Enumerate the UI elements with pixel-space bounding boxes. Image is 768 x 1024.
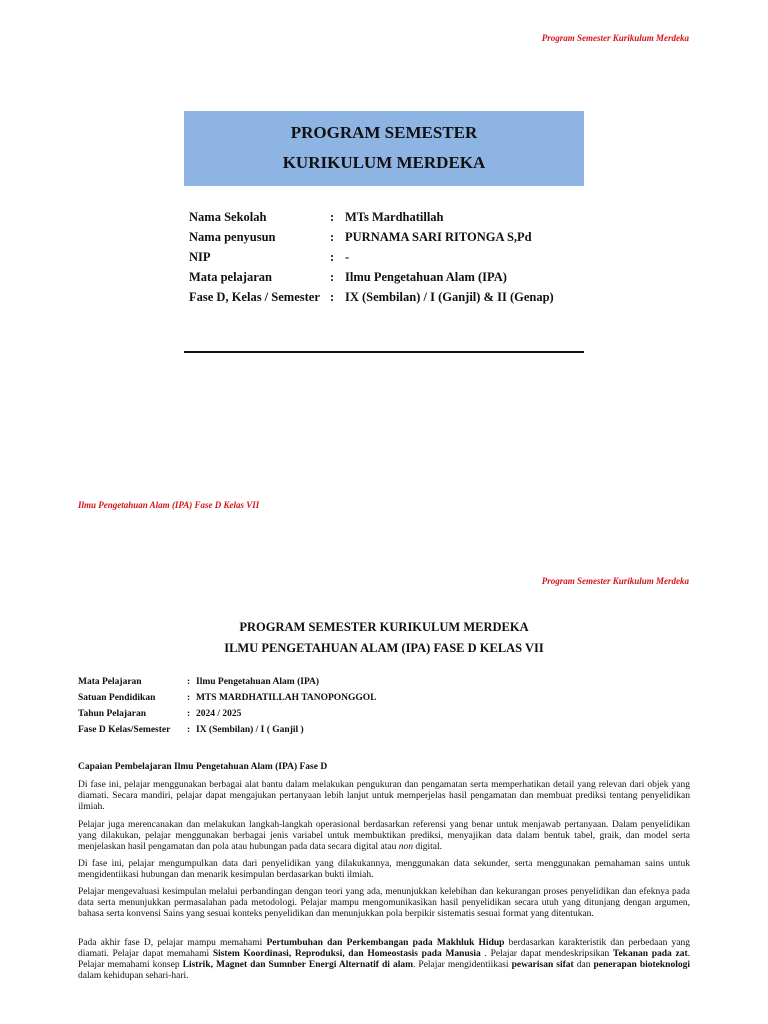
info-row <box>189 270 554 290</box>
info-separator: : <box>330 290 335 304</box>
paragraph-bold: Tekanan pada zat <box>613 949 688 959</box>
info-separator: : <box>330 270 335 284</box>
info-row <box>189 230 554 250</box>
info-row <box>78 693 377 709</box>
info-label: NIP <box>189 250 211 264</box>
info-label: Mata Pelajaran <box>78 677 142 687</box>
info-row <box>189 210 554 230</box>
subject-info-table <box>78 677 377 741</box>
info-label: Nama Sekolah <box>189 210 267 224</box>
info-label: Fase D, Kelas / Semester <box>189 290 320 304</box>
paragraph-text: berdasarkan karakteristik dan perbedaan yang diamati. Pelajar dapat memahami <box>78 938 691 959</box>
running-header: Program Semester Kurikulum Merdeka <box>541 33 689 43</box>
info-value: Ilmu Pengetahuan Alam (IPA) <box>345 270 507 284</box>
paragraph-bold: penerapan bioteknologi <box>593 960 690 970</box>
paragraph: Pelajar mengevaluasi kesimpulan melalui perbandingan dengan teori yang ada, menunjukkan kelebihan dan kekurangan proses penyelidikan dan efeknya pada data serta menunjukkan permasalahan pada metodologi. Pelajar mampu mengomunikasikan hasil penyelidikan secara utuh yang ditunjang dengan argumen, bahasa serta konvensi Sains yang sesuai konteks penyelidikan dan menunjukkan pola berpikir sistematis sesuai format yang ditentukan. <box>78 887 690 919</box>
paragraph <box>78 938 690 982</box>
paragraph-text: . Pelajar dapat mendeskripsikan <box>480 949 613 959</box>
info-separator: : <box>330 230 335 244</box>
info-row <box>189 290 554 310</box>
paragraph-text: . Pelajar memahami konsep <box>78 949 690 970</box>
paragraph-text: dalam kehidupan sehari-hari. <box>78 971 189 981</box>
info-separator: : <box>187 693 191 703</box>
paragraph: Di fase ini, pelajar mengumpulkan data dari penyelidikan yang dilakukannya, menggunakan data sekunder, serta menggunakan pemahaman sains untuk mengidentiikasi hubungan dan menarik kesimpulan berdasarkan bukti ilmiah. <box>78 859 690 880</box>
cover-title-box <box>184 111 584 186</box>
paragraph-bold: Sistem Koordinasi, Reproduksi, dan Homeostasis pada Manusia <box>212 949 481 959</box>
cover-subtitle: KURIKULUM MERDEKA <box>282 153 486 172</box>
info-label: Satuan Pendidikan <box>78 693 156 703</box>
cover-divider <box>184 351 584 353</box>
paragraph-text: Pelajar juga merencanakan dan melakukan langkah-langkah operasional berdasarkan referensi yang benar untuk menjawab pertanyaan. Dalam penyelidikan yang dilakukan, pelajar menggunakan berbagai jenis variabel untuk membuktikan prediksi, menyajikan data dalam bentuk tabel, graik, dan model serta menjelaskan hasil pengamatan dan pola atau hubungan pada data secara digital atau <box>78 820 690 852</box>
info-row <box>78 677 377 693</box>
paragraph-text: dan <box>573 960 594 970</box>
info-value: IX (Sembilan) / I ( Ganjil ) <box>196 725 304 735</box>
section-heading: Capaian Pembelajaran Ilmu Pengetahuan Alam (IPA) Fase D <box>78 762 328 772</box>
running-footer: Ilmu Pengetahuan Alam (IPA) Fase D Kelas VII <box>78 500 260 510</box>
info-separator: : <box>187 725 191 735</box>
paragraph-text: . Pelajar mengidentiikasi <box>413 960 512 970</box>
cover-title: PROGRAM SEMESTER <box>290 123 478 142</box>
document-title: PROGRAM SEMESTER KURIKULUM MERDEKA <box>239 620 529 634</box>
paragraph-text: Pada akhir fase D, pelajar mampu memahami <box>78 938 267 948</box>
paragraph-bold: Pertumbuhan dan Perkembangan pada Makhluk Hidup <box>266 938 505 948</box>
info-label: Mata pelajaran <box>189 270 272 284</box>
paragraph-emphasis: non <box>398 842 414 852</box>
paragraph-bold: Listrik, Magnet dan Sumnber Energi Alternatif di alam <box>182 960 413 970</box>
document-subtitle: ILMU PENGETAHUAN ALAM (IPA) FASE D KELAS VII <box>224 641 544 655</box>
info-label: Nama penyusun <box>189 230 276 244</box>
info-separator: : <box>187 677 191 687</box>
info-row <box>189 250 554 270</box>
info-value: - <box>345 250 350 264</box>
info-value: MTS MARDHATILLAH TANOPONGGOL <box>196 693 377 703</box>
info-separator: : <box>187 709 191 719</box>
paragraph-text: digital. <box>413 842 443 852</box>
info-label: Fase D Kelas/Semester <box>78 725 171 735</box>
info-value: PURNAMA SARI RITONGA S,Pd <box>345 230 532 244</box>
paragraph-bold: pewarisan sifat <box>511 960 574 970</box>
info-row <box>78 709 377 725</box>
cover-info-table <box>189 210 554 310</box>
info-separator: : <box>330 210 335 224</box>
running-header: Program Semester Kurikulum Merdeka <box>541 576 689 586</box>
paragraph <box>78 820 690 853</box>
info-separator: : <box>330 250 335 264</box>
info-value: Ilmu Pengetahuan Alam (IPA) <box>196 677 320 687</box>
info-row <box>78 725 377 741</box>
info-value: IX (Sembilan) / I (Ganjil) & II (Genap) <box>345 290 554 304</box>
info-value: MTs Mardhatillah <box>345 210 444 224</box>
info-value: 2024 / 2025 <box>196 709 242 719</box>
paragraph: Di fase ini, pelajar menggunakan berbagai alat bantu dalam melakukan pengukuran dan pengamatan serta memperhatikan detail yang relevan dari objek yang diamati. Secara mandiri, pelajar dapat mengajukan pertanyaan lebih lanjut untuk memperjelas hasil pengamatan dan membuat prediksi tentang penyelidikan ilmiah. <box>78 780 690 812</box>
info-label: Tahun Pelajaran <box>78 709 147 719</box>
